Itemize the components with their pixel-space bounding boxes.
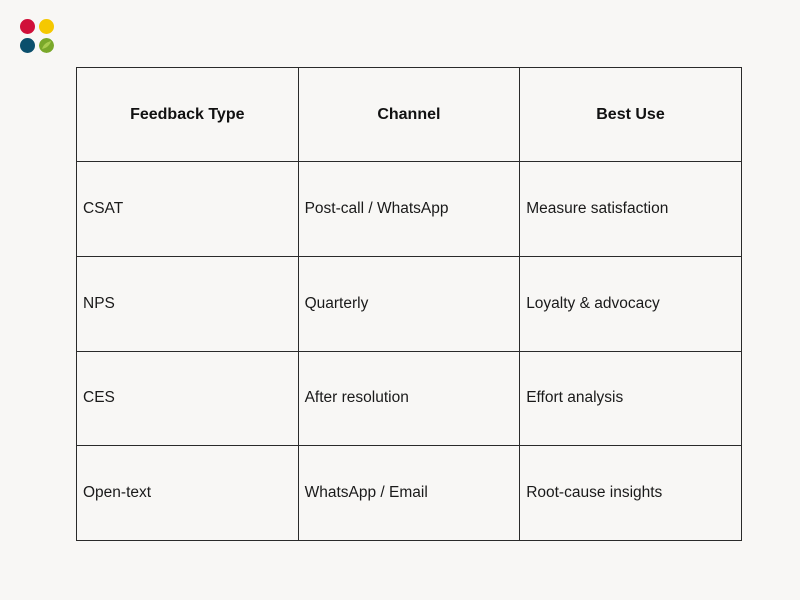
cell-feedback-type: CSAT bbox=[77, 162, 299, 257]
cell-best-use: Loyalty & advocacy bbox=[520, 256, 742, 351]
table-row bbox=[77, 351, 742, 446]
logo-dot-yellow bbox=[39, 19, 54, 34]
header-feedback-type: Feedback Type bbox=[77, 68, 299, 162]
table-row bbox=[77, 256, 742, 351]
logo-dot-red bbox=[20, 19, 35, 34]
logo-dot-navy bbox=[20, 38, 35, 53]
cell-feedback-type: Open-text bbox=[77, 446, 299, 541]
cell-feedback-type: NPS bbox=[77, 256, 299, 351]
cell-channel: Post-call / WhatsApp bbox=[298, 162, 520, 257]
cell-best-use: Measure satisfaction bbox=[520, 162, 742, 257]
header-channel: Channel bbox=[298, 68, 520, 162]
cell-channel: WhatsApp / Email bbox=[298, 446, 520, 541]
table-row bbox=[77, 446, 742, 541]
logo-dot-green-leaf bbox=[39, 38, 54, 53]
brand-logo bbox=[20, 19, 54, 53]
cell-channel: Quarterly bbox=[298, 256, 520, 351]
table-row bbox=[77, 162, 742, 257]
feedback-table bbox=[76, 67, 742, 541]
cell-feedback-type: CES bbox=[77, 351, 299, 446]
header-best-use: Best Use bbox=[520, 68, 742, 162]
cell-channel: After resolution bbox=[298, 351, 520, 446]
table-header-row bbox=[77, 68, 742, 162]
cell-best-use: Effort analysis bbox=[520, 351, 742, 446]
cell-best-use: Root-cause insights bbox=[520, 446, 742, 541]
